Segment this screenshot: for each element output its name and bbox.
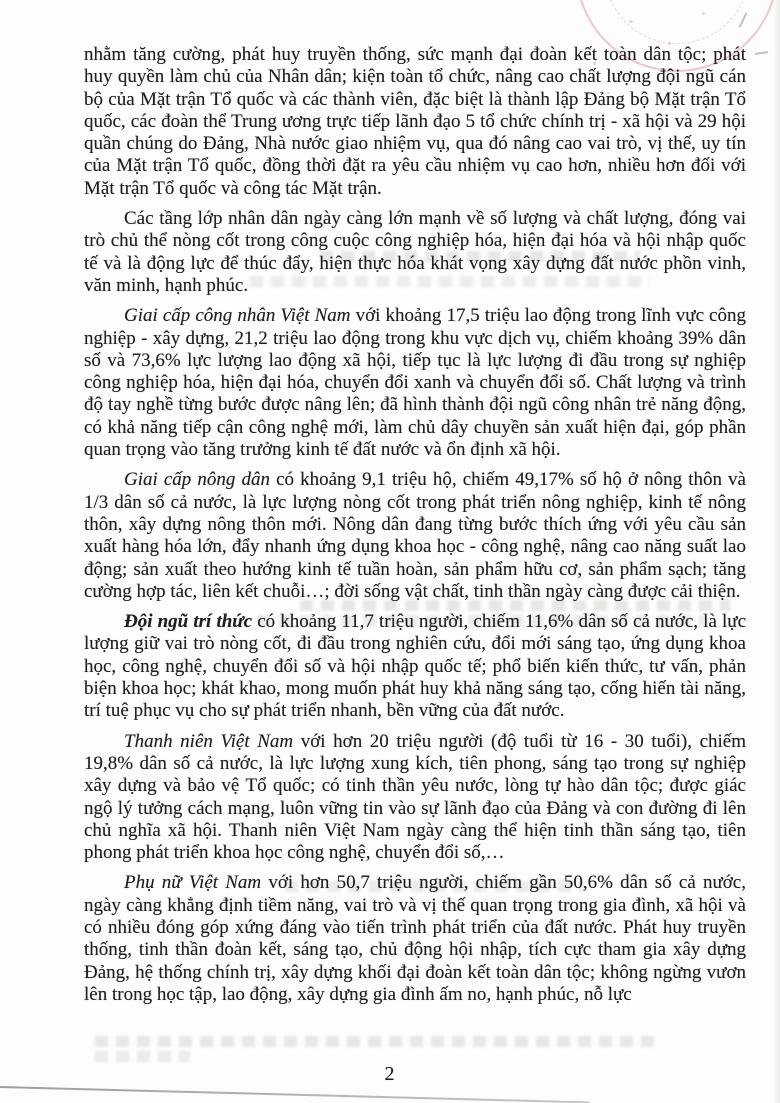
stamp-speck bbox=[702, 12, 705, 15]
paragraph-lead: Đội ngũ trí thức bbox=[124, 611, 253, 633]
bleed-through-artifact bbox=[95, 1036, 660, 1047]
paragraph-text: với hơn 20 triệu người (độ tuổi từ 16 - 30 tuổi), chiếm 19,8% dân số cả nước, là lực lượng xung kích, tiên phong, sáng tạo trong sự nghiệp xây dựng và bảo vệ Tổ quốc; có tinh thần yêu nước, lòng tự hào dân tộc; được giác ngộ lý tưởng cách mạng, luôn vững tin vào sự lãnh đạo của Đảng và con đường đi lên chủ nghĩa xã hội. Thanh niên Việt Nam ngày càng thể hiện tinh thần sáng tạo, tiên phong phát triển khoa học công nghệ, chuyển đổi số,… bbox=[84, 730, 746, 864]
paragraph-text: có khoảng 9,1 triệu hộ, chiếm 49,17% số hộ ở nông thôn và 1/3 dân số cả nước, là lực lượng nòng cốt trong phát triển nông nghiệp, kinh tế nông thôn, xây dựng nông thôn mới. Nông dân đang từng bước thích ứng với yêu cầu sản xuất hàng hóa lớn, đẩy nhanh ứng dụng khoa học - công nghệ, nâng cao năng suất lao động; sản xuất theo hướng kinh tế tuần hoàn, sản phẩm hữu cơ, sản phẩm sạch; tăng cường hợp tác, liên kết chuỗi…; đời sống vật chất, tinh thần ngày càng được cải thiện. bbox=[84, 469, 746, 602]
body-paragraph bbox=[84, 44, 746, 200]
body-paragraph bbox=[84, 305, 746, 461]
scan-edge-line bbox=[0, 1086, 590, 1103]
page-number: 2 bbox=[384, 1063, 396, 1085]
paragraph-text: Các tầng lớp nhân dân ngày càng lớn mạnh về số lượng và chất lượng, đóng vai trò chủ thể nòng cốt trong công cuộc công nghiệp hóa, hiện đại hóa và hội nhập quốc tế và là động lực để thúc đẩy, hiện thực hóa khát vọng xây dựng đất nước phồn vinh, văn minh, hạnh phúc. bbox=[84, 208, 746, 296]
paragraph-lead: Giai cấp công nhân Việt Nam bbox=[124, 305, 351, 327]
bleed-through-artifact bbox=[95, 1051, 190, 1062]
paragraph-text: nhằm tăng cường, phát huy truyền thống, sức mạnh đại đoàn kết toàn dân tộc; phát huy quyền làm chủ của Nhân dân; kiện toàn tổ chức, nâng cao chất lượng đội ngũ cán bộ của Mặt trận Tổ quốc và các thành viên, đặc biệt là thành lập Đảng bộ Mặt trận Tổ quốc, các đoàn thể Trung ương trực tiếp lãnh đạo 5 tổ chức chính trị - xã hội và 29 hội quần chúng do Đảng, Nhà nước giao nhiệm vụ, qua đó nâng cao vai trò, vị thế, uy tín của Mặt trận Tổ quốc, đồng thời đặt ra yêu cầu nhiệm vụ cao hơn, nhiều hơn đối với Mặt trận Tổ quốc và công tác Mặt trận. bbox=[84, 44, 746, 199]
paragraph-text: có khoảng 11,7 triệu người, chiếm 11,6% dân số cả nước, là lực lượng giữ vai trò nòng cốt, đi đầu trong nghiên cứu, đổi mới sáng tạo, ứng dụng khoa học, công nghệ, chuyển đổi số và hội nhập quốc tế; phổ biến kiến thức, tư vấn, phản biện khoa học; khát khao, mong muốn phát huy khả năng sáng tạo, cống hiến tài năng, trí tuệ phục vụ cho sự phát triển nhanh, bền vững của đất nước. bbox=[84, 611, 747, 722]
paragraph-text: với hơn 50,7 triệu người, chiếm gần 50,6% dân số cả nước, ngày càng khẳng định tiềm năng, vai trò và vị thế quan trọng trong gia đình, xã hội và có nhiều đóng góp xứng đáng vào tiến trình phát triển của đất nước. Phát huy truyền thống, tinh thần đoàn kết, sáng tạo, chủ động hội nhập, tích cực tham gia xây dựng Đảng, hệ thống chính trị, xây dựng khối đại đoàn kết toàn dân tộc; không ngừng vươn lên trong học tập, lao động, xây dựng gia đình ấm no, hạnh phúc, nỗ lực bbox=[84, 872, 746, 1005]
body-paragraph bbox=[84, 731, 746, 865]
paragraph-text: với khoảng 17,5 triệu lao động trong lĩnh vực công nghiệp - xây dựng, 21,2 triệu lao động trong khu vực dịch vụ, chiếm khoảng 39% dân số và 73,6% lực lượng lao động xã hội, tiếp tục là lực lượng đi đầu trong sự nghiệp công nghiệp hóa, hiện đại hóa, chuyển đổi xanh và chuyển đổi số. Chất lượng và trình độ tay nghề từng bước được nâng lên; đã hình thành đội ngũ công nhân trẻ năng động, có khả năng tiếp cận công nghệ mới, làm chủ dây chuyền sản xuất hiện đại, góp phần quan trọng vào tăng trưởng kinh tế đất nước và ổn định xã hội. bbox=[84, 305, 746, 461]
red-stamp-inner-ring bbox=[604, 0, 750, 44]
body-paragraph bbox=[84, 208, 746, 297]
scan-edge-shadow bbox=[773, 0, 780, 1103]
body-paragraph bbox=[84, 469, 746, 603]
paragraph-lead: Phụ nữ Việt Nam bbox=[124, 872, 262, 894]
paragraph-lead: Giai cấp nông dân bbox=[124, 469, 270, 491]
paragraph-lead: Thanh niên Việt Nam bbox=[124, 730, 294, 752]
body-paragraph bbox=[84, 611, 746, 722]
pen-mark bbox=[755, 51, 768, 54]
stamp-speck bbox=[629, 20, 633, 23]
body-paragraph bbox=[84, 872, 746, 1006]
document-body bbox=[84, 44, 746, 1014]
